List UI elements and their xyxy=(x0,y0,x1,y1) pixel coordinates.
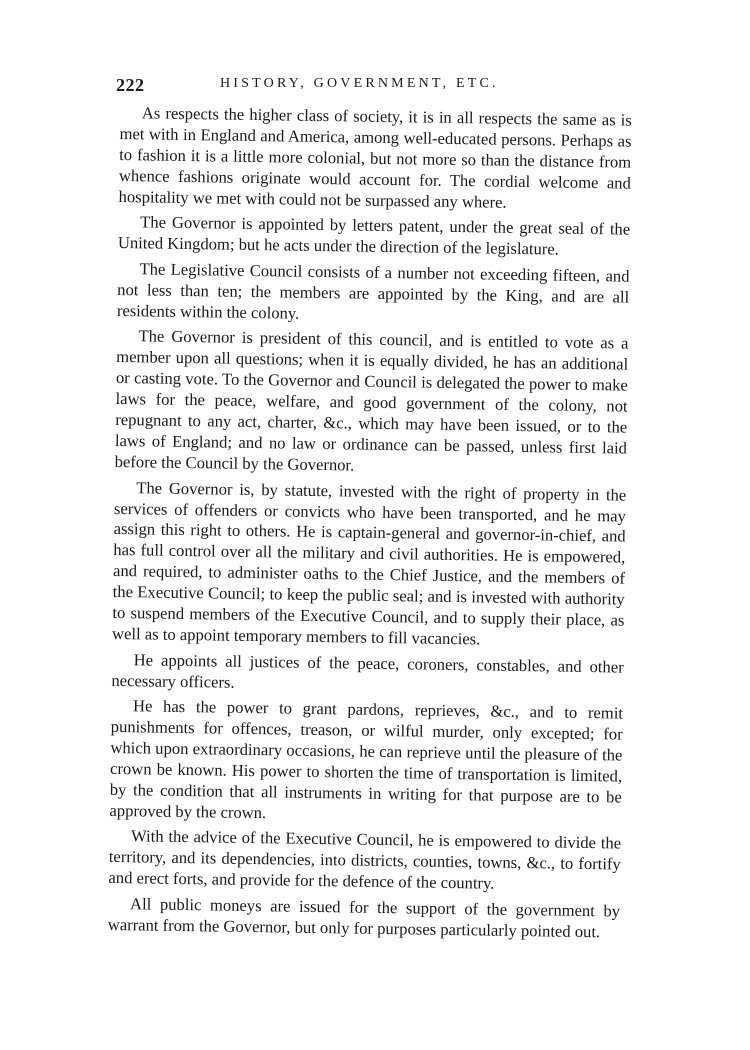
paragraph-council-president: The Governor is president of this council, and is entitled to vote as a member upon all questions; when it is equally divided, he has an additional or casting vote. To the Governor and Council is delegated the power to make laws for the peace, welfare, and good government of the colony, not repugnant to any act, charter, &c., which may have been issued, or to the laws of England; and no law or ordinance can be passed, unless first laid before the Council by the Governor. xyxy=(114,326,629,475)
paragraph-governor-appointment: The Governor is appointed by letters patent, under the great seal of the United Kingdom; but he acts under the direction of the legislature. xyxy=(117,212,631,259)
paragraph-territory: With the advice of the Executive Council, he is empowered to divide the territory, and its dependencies, into districts, counties, towns, &c., to fortify and erect forts, and provide for the defence of the country. xyxy=(108,826,622,893)
paragraph-public-moneys: All public moneys are issued for the support of the government by warrant from the Governor, but only for purposes particularly pointed out. xyxy=(107,894,621,942)
paragraph-appointments: He appoints all justices of the peace, coroners, constables, and other necessary officers. xyxy=(111,649,624,692)
paragraph-society: As respects the higher class of society, it is in all respects the same as is met with in England and America, among well-educated persons. Perhaps as to fashion it is a little more colonial, but not more so than the distance from whence fashions originate would account for. The cordial welcome and hospitality we met with could not be surpassed any where. xyxy=(118,103,632,212)
paragraph-legislative-council: The Legislative Council consists of a number not exceeding fifteen, and not less than ten; the members are appointed by the King, and are all residents within the colony. xyxy=(116,259,630,323)
page-number: 222 xyxy=(116,75,145,95)
paragraph-pardons: He has the power to grant pardons, reprieves, &c., and to remit punishments for offences, treason, or wilful murder, only excepted; for which upon extraordinary occasions, he can reprieve until the pleasure of the crown be known. His power to shorten the time of transportation is limited, by the condition that all instruments in writing for that purpose are to be approved by the crown. xyxy=(109,696,624,823)
body-text xyxy=(108,103,632,943)
running-head xyxy=(116,75,636,97)
running-title: HISTORY, GOVERNMENT, ETC. xyxy=(220,76,499,91)
paragraph-governor-powers: The Governor is, by statute, invested with the right of property in the services of offenders or convicts who have been transported, and he may assign this right to others. He is captain-general and governor-in-chief, and has full control over all the military and civil authorities. He is empowered, and required, to administer oaths to the Chief Justice, and the members of the Executive Council; to keep the public seal; and is invested with authority to suspend members of the Executive Council, and to supply their place, as well as to appoint temporary members to fill vacancies. xyxy=(111,477,627,649)
